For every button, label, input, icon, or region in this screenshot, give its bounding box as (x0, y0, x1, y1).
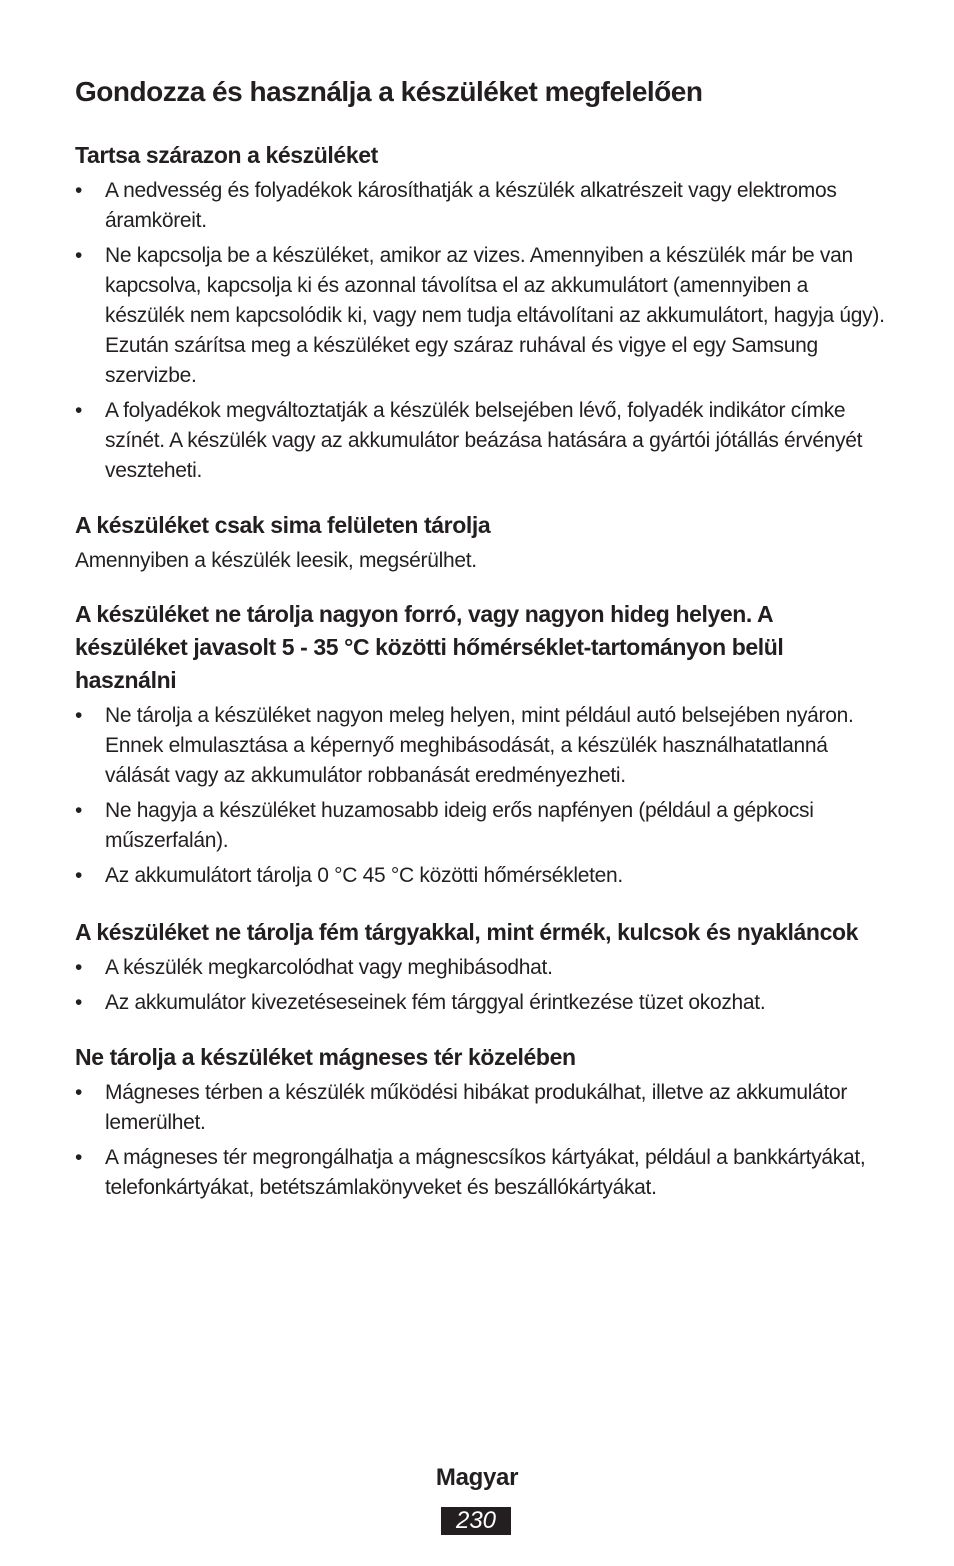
section-heading: Tartsa szárazon a készüléket (75, 142, 378, 168)
list-item-text: Az akkumulátort tárolja 0 °C 45 °C közötti hőmérsékleten. (105, 864, 623, 887)
list-item-text: Mágneses térben a készülék működési hibákat produkálhat, illetve az akkumulátor lemerülhet. (105, 1081, 848, 1134)
list-item-text: A készülék megkarcolódhat vagy meghibásodhat. (105, 956, 553, 979)
bullet-icon: • (75, 179, 83, 202)
list-item-text: Ne tárolja a készüléket nagyon meleg helyen, mint például autó belsejében nyáron. Ennek elmulasztása a képernyő meghibásodását, a készülék használhatatlanná válását vagy az akkumulátor robbanását eredményezheti. (105, 704, 854, 787)
section-heading: A készüléket ne tárolja fém tárgyakkal, mint érmék, kulcsok és nyakláncok (75, 919, 858, 945)
list-item-text: Ne hagyja a készüléket huzamosabb ideig erős napfényen (például a gépkocsi műszerfalán). (105, 799, 814, 852)
list-item (75, 1143, 885, 1203)
bullet-icon: • (75, 799, 83, 822)
bullet-icon: • (75, 956, 83, 979)
section-heading: A készüléket ne tárolja nagyon forró, vagy nagyon hideg helyen. A készüléket javasolt 5 - 35 °C közötti hőmérséklet-tartományon belül használni (75, 601, 784, 693)
page-number: 230 (441, 1507, 511, 1535)
list-item-text: Az akkumulátor kivezetéseseinek fém tárggyal érintkezése tüzet okozhat. (105, 991, 766, 1014)
list-item (75, 988, 885, 1018)
list-item-text: Ne kapcsolja be a készüléket, amikor az vizes. Amennyiben a készülék már be van kapcsolva, kapcsolja ki és azonnal távolítsa el az akkumulátort (amennyiben a készülék nem kapcsolódik ki, vagy nem tudja eltávolítani az akkumulátort, hagyja úgy). Ezután szárítsa meg a készüléket egy száraz ruhával és vigye el egy Samsung szervizbe. (105, 244, 885, 387)
list-item-text: A nedvesség és folyadékok károsíthatják a készülék alkatrészeit vagy elektromos áramköreit. (105, 179, 837, 232)
page-title: Gondozza és használja a készüléket megfelelően (75, 76, 703, 107)
bullet-icon: • (75, 864, 83, 887)
list-item (75, 1078, 885, 1138)
list-item-text: A mágneses tér megrongálhatja a mágnescsíkos kártyákat, például a bankkártyákat, telefonkártyákat, betétszámlakönyveket és beszállókártyákat. (105, 1146, 866, 1199)
bullet-list (75, 953, 885, 1018)
list-item (75, 953, 885, 983)
list-item (75, 176, 885, 236)
bullet-icon: • (75, 399, 83, 422)
list-item-text: A folyadékok megváltoztatják a készülék belsejében lévő, folyadék indikátor címke színét. A készülék vagy az akkumulátor beázása hatására a gyártói jótállás érvényét veszteheti. (105, 399, 863, 482)
page-content (75, 72, 885, 1208)
list-item (75, 796, 885, 856)
bullet-icon: • (75, 244, 83, 267)
section-heading: A készüléket csak sima felületen tárolja (75, 512, 491, 538)
bullet-icon: • (75, 1081, 83, 1104)
bullet-list (75, 176, 885, 486)
section-metal-objects (75, 916, 885, 1018)
list-item (75, 861, 885, 891)
bullet-icon: • (75, 1146, 83, 1169)
section-temperature (75, 598, 885, 891)
section-heading: Ne tárolja a készüléket mágneses tér közelében (75, 1044, 576, 1070)
section-magnetic-field (75, 1041, 885, 1203)
section-keep-dry (75, 139, 885, 486)
section-body-text: Amennyiben a készülék leesik, megsérülhet. (75, 549, 477, 572)
bullet-icon: • (75, 991, 83, 1014)
list-item (75, 241, 885, 391)
bullet-list (75, 1078, 885, 1203)
bullet-icon: • (75, 704, 83, 727)
bullet-list (75, 701, 885, 891)
list-item (75, 396, 885, 486)
list-item (75, 701, 885, 791)
footer-language: Magyar (435, 1464, 519, 1491)
section-flat-surface (75, 509, 885, 576)
